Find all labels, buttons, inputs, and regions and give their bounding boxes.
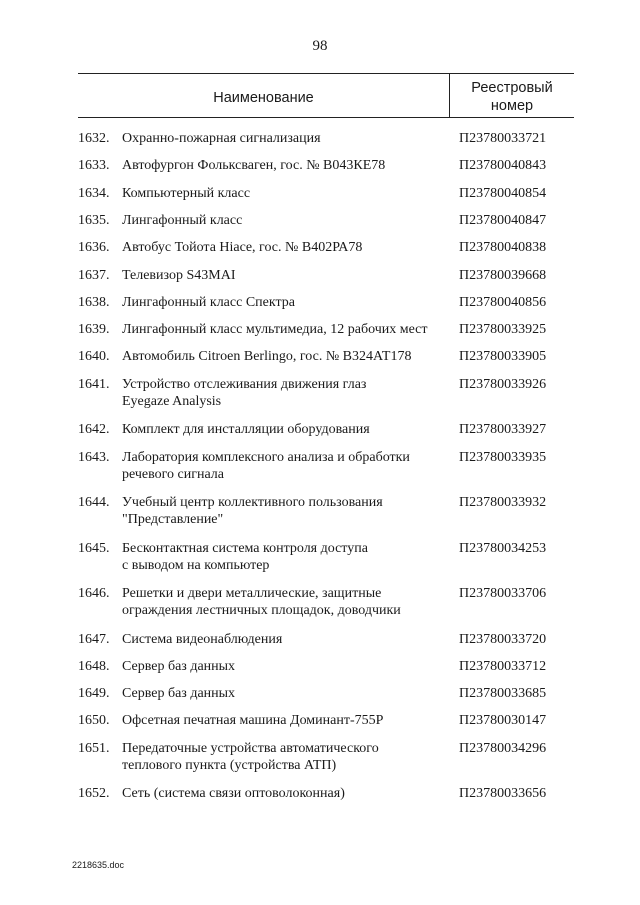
- row-item-name-line: Учебный центр коллективного пользования: [122, 495, 383, 510]
- row-registry-number: П23780034253: [459, 540, 547, 556]
- row-registry-number: П23780033932: [459, 495, 547, 510]
- row-item-name-line: ограждения лестничных площадок, доводчики: [122, 603, 401, 618]
- row-registry-number: П23780033926: [459, 376, 547, 392]
- column-header-name: Наименование: [213, 90, 314, 106]
- row-number: 1634.: [78, 185, 110, 201]
- row-number: 1643.: [78, 449, 110, 465]
- row-item-name: [122, 185, 452, 202]
- row-registry-number: П23780034296: [459, 740, 547, 756]
- row-item-name-line: Автомобиль Citroen Berlingo, гос. № В324АТ178: [122, 349, 412, 365]
- row-item-name-line: Решетки и двери металлические, защитные: [122, 586, 382, 601]
- row-number: 1633.: [78, 158, 110, 174]
- row-item-name: [122, 540, 452, 574]
- row-item-name-line: речевого сигнала: [122, 466, 225, 482]
- row-number: 1647.: [78, 631, 110, 647]
- row-number: 1640.: [78, 349, 110, 365]
- row-registry-number: П23780033935: [459, 449, 547, 465]
- row-registry-number: П23780033905: [459, 349, 547, 365]
- row-item-name: [122, 658, 452, 675]
- row-item-name: [122, 585, 452, 619]
- row-registry-number: П23780040838: [459, 240, 547, 256]
- row-item-name-line: Система видеонаблюдения: [122, 631, 283, 647]
- row-item-name-line: теплового пункта (устройства АТП): [122, 757, 337, 773]
- row-item-name-line: Охранно-пожарная сигнализация: [122, 131, 321, 146]
- row-number: 1644.: [78, 495, 110, 510]
- row-item-name: [122, 294, 452, 311]
- row-item-name: [122, 740, 452, 774]
- row-item-name: [122, 348, 452, 365]
- row-number: 1651.: [78, 740, 110, 756]
- row-item-name-line: Автофургон Фольксваген, гос. № В043КЕ78: [122, 158, 386, 174]
- row-registry-number: П23780030147: [459, 713, 547, 729]
- row-registry-number: П23780033927: [459, 422, 547, 438]
- row-item-name: [122, 157, 452, 174]
- row-number: 1635.: [78, 212, 110, 228]
- footer-filename: 2218635.doc: [72, 860, 125, 870]
- row-number: 1642.: [78, 422, 110, 438]
- row-item-name: [122, 212, 452, 229]
- row-item-name-line: Офсетная печатная машина Доминант-755Р: [122, 713, 384, 729]
- row-number: 1645.: [78, 540, 110, 556]
- row-item-name: [122, 494, 452, 528]
- row-item-name-line: Телевизор S43MAI: [122, 267, 236, 283]
- row-number: 1632.: [78, 131, 110, 146]
- row-registry-number: П23780040856: [459, 294, 547, 310]
- row-item-name: [122, 449, 452, 483]
- row-item-name: [122, 130, 452, 147]
- row-item-name: [122, 785, 452, 802]
- row-item-name: [122, 376, 452, 410]
- row-number: 1641.: [78, 376, 110, 392]
- row-registry-number: П23780033712: [459, 658, 547, 674]
- row-item-name-line: с выводом на компьютер: [122, 557, 270, 573]
- row-item-name: [122, 239, 452, 256]
- row-item-name-line: Автобус Тойота Hiace, гос. № В402РА78: [122, 240, 363, 256]
- row-registry-number: П23780033656: [459, 786, 547, 802]
- row-registry-number: П23780033721: [459, 131, 547, 146]
- row-item-name-line: Сеть (система связи оптоволоконная): [122, 786, 345, 802]
- row-number: 1648.: [78, 658, 110, 674]
- row-item-name-line: Лингафонный класс: [122, 212, 243, 228]
- row-registry-number: П23780040854: [459, 185, 547, 201]
- row-registry-number: П23780033925: [459, 322, 547, 338]
- row-number: 1638.: [78, 294, 110, 310]
- column-header-registry-line1: Реестровый: [471, 80, 553, 96]
- row-item-name: [122, 321, 452, 338]
- row-item-name-line: Сервер баз данных: [122, 686, 236, 702]
- row-item-name-line: Лаборатория комплексного анализа и обработки: [122, 449, 410, 465]
- row-item-name: [122, 712, 452, 729]
- row-item-name-line: Бесконтактная система контроля доступа: [122, 540, 368, 556]
- row-item-name: [122, 421, 452, 438]
- row-registry-number: П23780033720: [459, 631, 547, 647]
- row-registry-number: П23780039668: [459, 267, 547, 283]
- row-number: 1652.: [78, 786, 110, 802]
- row-item-name-line: Сервер баз данных: [122, 658, 236, 674]
- row-item-name-line: Лингафонный класс Спектра: [122, 294, 295, 310]
- row-number: 1649.: [78, 686, 110, 702]
- column-header-registry-line2: номер: [490, 98, 534, 114]
- row-item-name-line: Комплект для инсталляции оборудования: [122, 422, 370, 438]
- row-item-name-line: Устройство отслеживания движения глаз: [122, 376, 367, 392]
- row-item-name: [122, 267, 452, 284]
- row-number: 1639.: [78, 322, 110, 338]
- row-registry-number: П23780033706: [459, 586, 547, 601]
- row-number: 1637.: [78, 267, 110, 283]
- row-registry-number: П23780033685: [459, 686, 547, 702]
- row-item-name-line: "Представление": [122, 512, 224, 527]
- row-number: 1636.: [78, 240, 110, 256]
- row-number: 1646.: [78, 586, 110, 601]
- row-item-name-line: Лингафонный класс мультимедиа, 12 рабочих мест: [122, 322, 428, 338]
- row-item-name-line: Eyegaze Analysis: [122, 393, 222, 409]
- row-item-name-line: Компьютерный класс: [122, 185, 251, 201]
- row-registry-number: П23780040847: [459, 212, 547, 228]
- row-item-name-line: Передаточные устройства автоматического: [122, 740, 379, 756]
- page-number: 98: [312, 38, 328, 54]
- row-number: 1650.: [78, 713, 110, 729]
- row-registry-number: П23780040843: [459, 158, 547, 174]
- row-item-name: [122, 685, 452, 702]
- row-item-name: [122, 631, 452, 648]
